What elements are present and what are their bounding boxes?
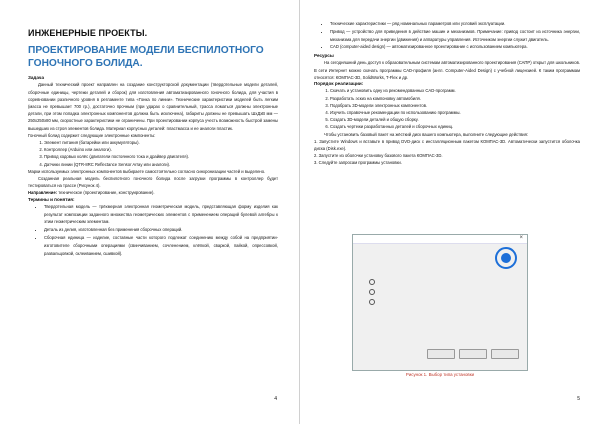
list-item: • CAD (computer-aided design) — автоматизированное проектирование с использованием компьютера. xyxy=(330,43,580,51)
list-item: 3. Подобрать 3D-модели электронных компонентов. xyxy=(330,102,580,109)
radio-icon xyxy=(369,299,375,305)
task-label: Задача xyxy=(28,75,45,80)
project-title: ПРОЕКТИРОВАНИЕ МОДЕЛИ БЕСПИЛОТНОГО ГОНОЧНОГО БОЛИДА. xyxy=(28,45,264,69)
install-option xyxy=(369,289,378,295)
task-paragraph: Данный технический проект направлен на создание конструкторской документации (твердотельные модели деталей, сборочные единицы, чертежи деталей и сборок) для изготовления автоматизированного гоночного болида, для участия в соревновании различного уровня в регламенте типа «Гонка по линии». Технические характеристики моделей быть легким (масса не превышает 700 гр.), достаточно прочным (при ударах о сравнительный, трасса ломаться должны электронные детали, при этом попадка электронных компонентов должна быть исключена), габариты должны не превышать ШxДxВ мм — 250x250x80 мм, скоростные характеристики не ограничены. При проектировании корпуса учесть возможность быстрой замены вышедших из строя элементов болида. Материал корпусных деталей: пластмасса и ее аналоги пластик. xyxy=(28,82,278,131)
resources-label: Ресурсы xyxy=(314,53,334,59)
procedure-label: Порядок реализации: xyxy=(314,81,364,87)
section-heading: ИНЖЕНЕРНЫЕ ПРОЕКТЫ. xyxy=(28,28,148,38)
list-item: • Сборочная единица — изделие, составные части которого подлежат соединению между собой на предприятии-изготовителе сборочными операциями (свинчиванием, сочленением, клёпкой, сваркой, пайкой, опрессовкой, развальцовкой, склеиванием, сшивкой). xyxy=(44,234,278,257)
back-button xyxy=(427,349,455,359)
direction-line xyxy=(28,189,278,196)
direction-label: Направление: xyxy=(28,190,58,196)
figure-caption: Рисунок 1. Выбор типа установки xyxy=(405,372,475,377)
list-item: • Технические характеристики — ряд номинальных параметров или условий эксплуатации. xyxy=(330,20,580,28)
install-step: 3. Следуйте запросам программы установки. xyxy=(314,160,402,166)
right-page xyxy=(300,0,600,424)
list-item: 1. Элемент питания (батарейки или аккумуляторы). xyxy=(44,139,278,146)
window-titlebar xyxy=(353,235,527,244)
list-item: 4. Изучить справочные рекомендации по использованию программы. xyxy=(330,109,580,116)
radio-icon xyxy=(369,289,375,295)
components-list xyxy=(28,139,278,168)
testing-paragraph: Созданная реальная модель беспилотного гоночного болида после загрузки программы в контроллер будет тестироваться на трассе (Рисунок 4). xyxy=(28,175,278,189)
app-logo-icon xyxy=(495,247,517,269)
page-number: 4 xyxy=(274,396,277,402)
list-item: 2. Контроллер (Arduino или аналоги). xyxy=(44,146,278,153)
components-intro: Гоночный болид содержит следующие электронные компоненты: xyxy=(28,132,156,138)
window-buttons xyxy=(423,346,519,364)
installer-figure xyxy=(352,234,528,379)
brands-paragraph: Марки используемых электронных компонентов выбираете самостоятельно согласно синхронизации частей и выделено. xyxy=(28,168,266,174)
cancel-button xyxy=(491,349,519,359)
list-item: 4. Датчики линии (QTR-8RC Reflectance Sensor Array или аналоги). xyxy=(44,161,278,168)
terms-list xyxy=(28,203,278,258)
list-item: 6. Создать чертежи разработанных деталей и сборочных единиц. xyxy=(330,123,580,130)
list-item: 3. Привод ходовых колёс (двигатели постоянного тока и драйвер двигателя). xyxy=(44,153,278,160)
list-item: • Деталь из делия, изготовленная без применения сборочных операций. xyxy=(44,226,278,234)
resources-paragraph: На сегодняшний день доступ к образовательным системам автоматизированного проектирования (САПР) открыт для школьников. В сети Интернет можно скачать программы CAD-профиля (англ. Computer-Aided Design) с учебной лицензией. К таким программам относятся: КОМПАС-3D, SolidWorks, T-Flex и др. xyxy=(314,60,580,80)
list-item: 1. Скачать и установить одну из рекомендованных CAD-программ. xyxy=(330,87,580,94)
procedure-list xyxy=(314,87,580,130)
definitions-list xyxy=(314,20,580,51)
list-item: • Твердотельная модель — трёхмерная электронная геометрическая модель, представляющая форму изделия как результат композиции заданного множества геометрических элементов с применением операций булевой алгебры к этим геометрическим элементам. xyxy=(44,203,278,226)
direction-text: техническое (проектирование, конструирование). xyxy=(57,190,155,196)
install-step: 2. Запустите из оболочки установку базового пакета КОМПАС-3D. xyxy=(314,153,443,159)
terms-label: Термины и понятия: xyxy=(28,196,75,202)
install-intro: Чтобы установить базовый пакет на жёсткий диск вашего компьютера, выполните следующие действия: xyxy=(324,131,529,137)
list-item: 5. Создать 3D-модели деталей и общую сборку. xyxy=(330,116,580,123)
next-button xyxy=(459,349,487,359)
list-item: 2. Разработать эскиз на компоновку автомобиля. xyxy=(330,95,580,102)
list-item: • Привод — устройство для приведения в действие машин и механизмов. Примечание: привод состоит из источника энергии, механизма для передачи энергии (движения) и аппаратуры управления. Источником энергии служит двигатель. xyxy=(330,28,580,44)
close-icon: × xyxy=(519,235,523,241)
radio-icon xyxy=(369,279,375,285)
install-option xyxy=(369,279,378,285)
install-step: 1. Запустите Windows и вставьте в привод DVD-диск с инсталляционным пакетом КОМПАС-3D. Автоматически запустится оболочка диска (Disk.exe). xyxy=(314,138,580,152)
page-number: 5 xyxy=(577,396,580,402)
install-option xyxy=(369,299,378,305)
installer-window-image xyxy=(352,234,528,371)
